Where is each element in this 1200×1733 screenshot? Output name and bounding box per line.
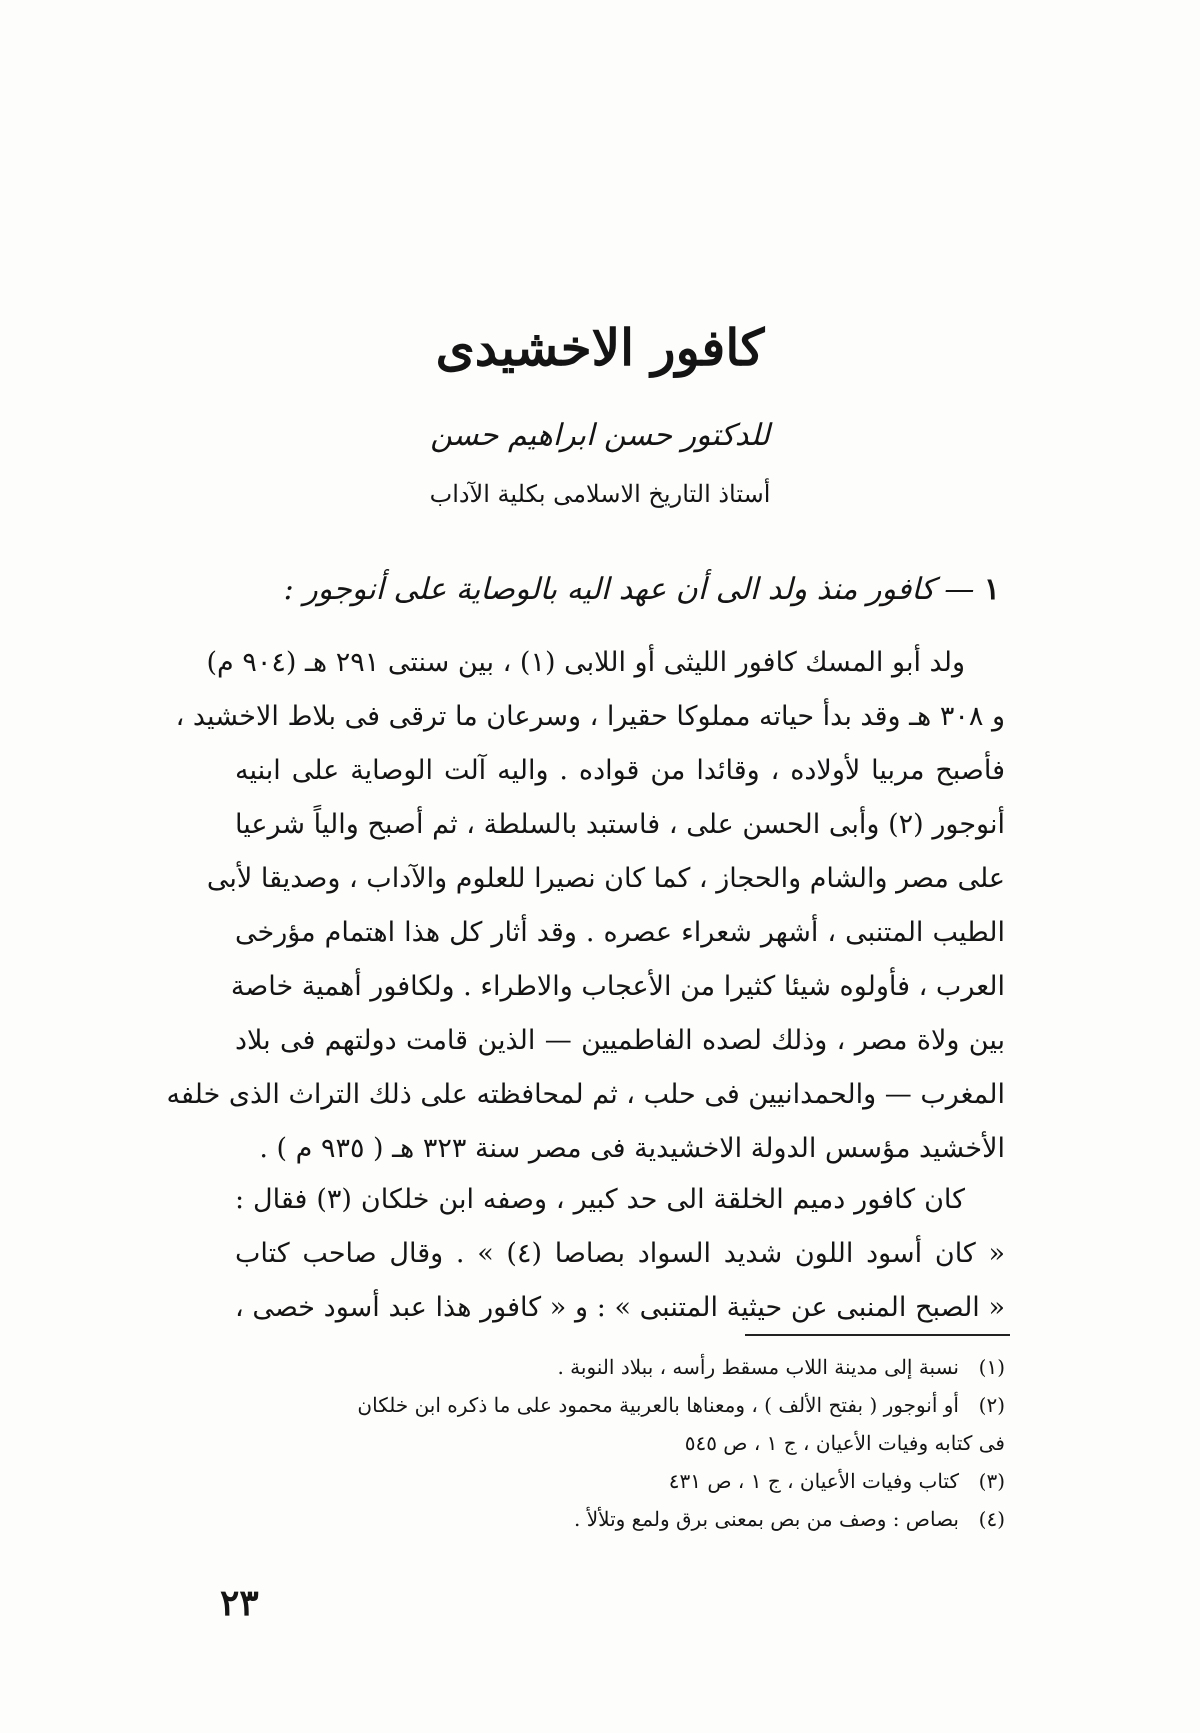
text-line: كان كافور دميم الخلقة الى حد كبير ، وصفه ابن خلكان (٣) فقال : — [235, 1184, 965, 1215]
section-dash: — — [944, 572, 975, 607]
section-heading-text: كافور منذ ولد الى أن عهد اليه بالوصاية على أنوجور : — [283, 572, 935, 607]
text-line: المغرب — والحمدانيين فى حلب ، ثم لمحافظته على ذلك التراث الذى خلفه — [166, 1079, 1005, 1110]
text-line: بين ولاة مصر ، وذلك لصده الفاطميين — الذين قامت دولتهم فى بلاد — [235, 1025, 1005, 1056]
section-number: ١ — [983, 572, 1000, 607]
footnote-text: فى كتابه وفيات الأعيان ، ج ١ ، ص ٥٤٥ — [684, 1431, 1005, 1455]
footnote-number: (١) — [978, 1355, 1005, 1379]
page-number: ٢٣ — [220, 1582, 259, 1624]
footnote-text: أو أنوجور ( بفتح الألف ) ، ومعناها بالعربية محمود على ما ذكره ابن خلكان — [357, 1393, 959, 1417]
footnote — [230, 1462, 1005, 1500]
text-line: ولد أبو المسك كافور الليثى أو اللابى (١) ، بين سنتى ٢٩١ هـ (٩٠٤ م) — [206, 647, 965, 678]
text-line: أنوجور (٢) وأبى الحسن على ، فاستبد بالسلطة ، ثم أصبح والياً شرعيا — [235, 809, 1005, 840]
footnote-divider — [745, 1334, 1010, 1336]
text-line: الطيب المتنبى ، أشهر شعراء عصره . وقد أثار كل هذا اهتمام مؤرخى — [235, 917, 1005, 948]
footnote-text: نسبة إلى مدينة اللاب مسقط رأسه ، ببلاد النوبة . — [557, 1355, 959, 1379]
author-affiliation: أستاذ التاريخ الاسلامى بكلية الآداب — [429, 480, 771, 508]
footnote-number: (٤) — [978, 1507, 1005, 1531]
section-heading — [283, 572, 1000, 607]
footnote-text: كتاب وفيات الأعيان ، ج ١ ، ص ٤٣١ — [668, 1469, 959, 1493]
text-line: على مصر والشام والحجاز ، كما كان نصيرا للعلوم والآداب ، وصديقا لأبى — [206, 863, 1005, 894]
footnote-number: (٢) — [978, 1393, 1005, 1417]
text-line: العرب ، فأولوه شيئا كثيرا من الأعجاب والاطراء . ولكافور أهمية خاصة — [230, 971, 1005, 1002]
footnote — [230, 1500, 1005, 1538]
text-line: الأخشيد مؤسس الدولة الاخشيدية فى مصر سنة ٣٢٣ هـ ( ٩٣٥ م ) . — [259, 1133, 1005, 1164]
footnote-number: (٣) — [978, 1469, 1005, 1493]
author-line: للدكتور حسن ابراهيم حسن — [430, 418, 770, 453]
text-line: « كان أسود اللون شديد السواد بصاصا (٤) » . وقال صاحب كتاب — [235, 1238, 1006, 1269]
paragraph-1 — [166, 636, 1005, 1176]
footnote — [230, 1386, 1005, 1424]
text-line: « الصبح المنبى عن حيثية المتنبى » : و « كافور هذا عبد أسود خصى ، — [235, 1292, 1005, 1323]
text-line: فأصبح مربيا لأولاده ، وقائدا من قواده . واليه آلت الوصاية على ابنيه — [235, 755, 1005, 786]
text-line: و ٣٠٨ هـ وقد بدأ حياته مملوكا حقيرا ، وسرعان ما ترقى فى بلاط الاخشيد ، — [175, 701, 1005, 732]
footnote — [230, 1348, 1005, 1386]
footnotes — [230, 1348, 1005, 1538]
article-title: كافور الاخشيدى — [435, 318, 765, 377]
footnote-continuation — [230, 1424, 1005, 1462]
paragraph-2 — [235, 1173, 1005, 1335]
footnote-text: بصاص : وصف من بص بمعنى برق ولمع وتلألأ . — [574, 1507, 959, 1531]
